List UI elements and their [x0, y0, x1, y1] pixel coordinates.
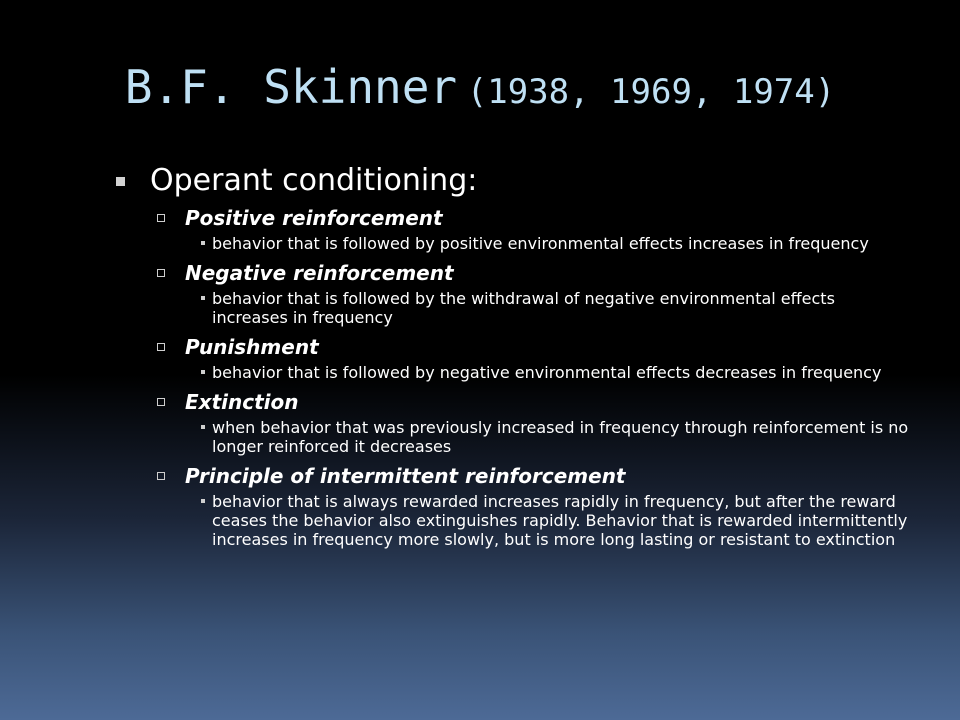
subheading-positive-reinforcement — [112, 206, 912, 230]
slide-title — [0, 60, 960, 114]
subheading-text: Punishment — [185, 335, 319, 359]
subheading-negative-reinforcement — [112, 261, 912, 285]
small-square-bullet-icon — [201, 296, 205, 300]
detail-text: behavior that is always rewarded increases rapidly in frequency, but after the reward ceases the behavior also extinguishes rapidly. Behavior that is rewarded intermittently increases in frequency more slowly, but is more long lasting or resistant to extinction — [212, 492, 908, 549]
detail-intermittent-reinforcement — [112, 492, 912, 549]
small-square-bullet-icon — [201, 370, 205, 374]
subheading-text: Negative reinforcement — [185, 261, 454, 285]
detail-extinction — [112, 418, 912, 456]
detail-negative-reinforcement — [112, 289, 912, 327]
detail-text: when behavior that was previously increased in frequency through reinforcement is no longer reinforced it decreases — [212, 418, 909, 456]
detail-text: behavior that is followed by the withdrawal of negative environmental effects increases in frequency — [212, 289, 835, 327]
title-years: (1938, 1969, 1974) — [466, 72, 836, 112]
subheading-text: Extinction — [185, 390, 299, 414]
detail-positive-reinforcement — [112, 234, 912, 253]
main-bullet — [112, 162, 912, 200]
small-square-bullet-icon — [201, 425, 205, 429]
hollow-square-bullet-icon — [157, 343, 165, 351]
slide-body — [112, 162, 912, 557]
subheading-punishment — [112, 335, 912, 359]
detail-text: behavior that is followed by positive environmental effects increases in frequency — [212, 234, 869, 253]
small-square-bullet-icon — [201, 499, 205, 503]
subheading-intermittent-reinforcement — [112, 464, 912, 488]
subheading-extinction — [112, 390, 912, 414]
small-square-bullet-icon — [201, 241, 205, 245]
title-name: B.F. Skinner — [124, 60, 458, 114]
hollow-square-bullet-icon — [157, 398, 165, 406]
hollow-square-bullet-icon — [157, 214, 165, 222]
subheading-text: Principle of intermittent reinforcement — [185, 464, 626, 488]
detail-punishment — [112, 363, 912, 382]
square-bullet-icon — [116, 177, 125, 186]
hollow-square-bullet-icon — [157, 269, 165, 277]
hollow-square-bullet-icon — [157, 472, 165, 480]
main-bullet-text: Operant conditioning: — [150, 163, 478, 198]
detail-text: behavior that is followed by negative environmental effects decreases in frequency — [212, 363, 882, 382]
subheading-text: Positive reinforcement — [185, 206, 443, 230]
